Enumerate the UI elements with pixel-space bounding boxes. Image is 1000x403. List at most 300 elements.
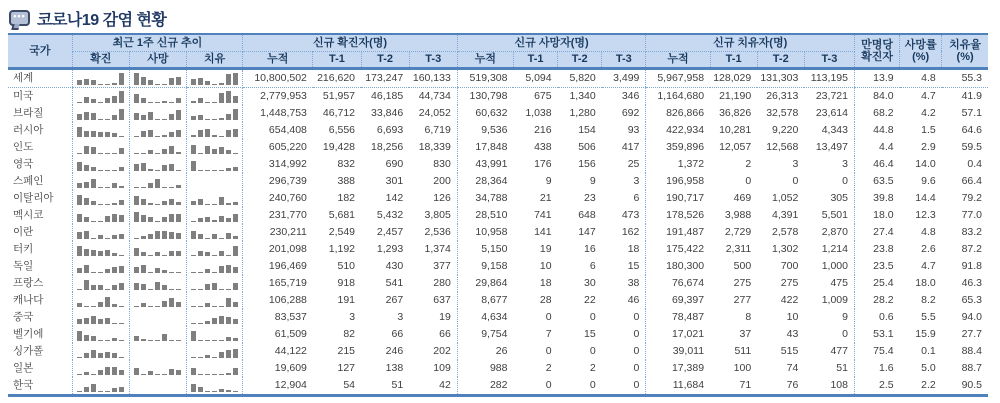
cured-t1: 500 xyxy=(733,259,752,272)
sparkline-bars xyxy=(133,175,183,188)
confirmed-cumulative: 44,122 xyxy=(243,343,313,360)
country-name: 영국 xyxy=(13,157,34,170)
table-row xyxy=(8,309,988,326)
cured-t3: 3 xyxy=(842,157,848,170)
table-row xyxy=(8,139,988,156)
death-cumulative: 9,158 xyxy=(457,258,513,275)
confirmed-cumulative: 83,537 xyxy=(243,309,313,326)
table-row xyxy=(8,207,988,224)
sparkline-bars xyxy=(133,72,183,85)
death-t3: 0 xyxy=(633,344,640,357)
cured-cumulative: 191,487 xyxy=(646,224,710,241)
country-name: 이란 xyxy=(13,225,34,238)
sparkline-death xyxy=(129,156,186,173)
confirmed-t2: 301 xyxy=(385,174,404,187)
country-name: 중국 xyxy=(13,310,34,323)
sparkline-bars xyxy=(76,362,126,375)
confirmed-per-10k: 63.5 xyxy=(854,173,899,190)
cured-t2: 422 xyxy=(780,293,799,306)
sparkline-bars xyxy=(76,209,126,222)
sparkline-cured xyxy=(187,156,243,173)
sparkline-confirmed xyxy=(72,87,129,105)
country-name: 브라질 xyxy=(13,106,44,119)
table-row xyxy=(8,224,988,241)
country-name: 독일 xyxy=(13,259,34,272)
sparkline-bars xyxy=(190,243,239,256)
death-rate-pct: 4.7 xyxy=(921,89,936,102)
death-t1: 28 xyxy=(539,293,552,306)
death-t3: 15 xyxy=(627,259,640,272)
confirmed-cumulative: 165,719 xyxy=(243,275,313,292)
sparkline-confirmed xyxy=(72,258,129,275)
sparkline-death xyxy=(129,292,186,309)
sparkline-bars xyxy=(133,362,183,375)
sparkline-bars xyxy=(133,124,183,137)
cure-rate-pct: 94.0 xyxy=(961,310,982,323)
cured-t1: 2,311 xyxy=(725,242,752,255)
sparkline-bars xyxy=(133,209,183,222)
cured-t1: 275 xyxy=(733,276,752,289)
country-name: 터키 xyxy=(13,242,34,255)
sparkline-confirmed xyxy=(72,224,129,241)
death-cumulative: 282 xyxy=(457,377,513,396)
country-name: 세계 xyxy=(8,68,72,87)
country-name: 싱가폴 xyxy=(13,344,44,357)
sparkline-bars xyxy=(133,141,183,154)
table-row xyxy=(8,360,988,377)
confirmed-t2: 138 xyxy=(385,361,404,374)
table-row xyxy=(8,190,988,207)
confirmed-t3: 109 xyxy=(433,361,451,374)
cured-t3: 23,614 xyxy=(815,106,848,119)
table-row xyxy=(8,292,988,309)
confirmed-cumulative: 2,779,953 xyxy=(243,87,313,105)
cured-cumulative: 11,684 xyxy=(646,377,710,396)
cured-t2: 515 xyxy=(780,344,799,357)
header-trend-confirmed: 확진 xyxy=(72,51,129,68)
cured-t2: 1,302 xyxy=(772,242,799,255)
confirmed-t3: 24,052 xyxy=(418,106,451,119)
cured-t2: 74 xyxy=(786,361,799,374)
sparkline-bars xyxy=(76,243,126,256)
sparkline-bars xyxy=(190,328,239,341)
death-t3: 3,499 xyxy=(602,68,646,87)
confirmed-t3: 6,719 xyxy=(424,123,451,136)
death-cumulative: 28,364 xyxy=(457,173,513,190)
country-name: 일본 xyxy=(13,361,34,374)
cured-t1: 12,057 xyxy=(719,140,752,153)
sparkline-bars xyxy=(133,243,183,256)
header-per10k-line1: 만명당 xyxy=(861,38,893,51)
header-trend-group: 최근 1주 신규 추이 xyxy=(72,34,243,51)
confirmed-t3: 830 xyxy=(433,157,451,170)
confirmed-t1: 918 xyxy=(337,276,356,289)
sparkline-confirmed xyxy=(72,292,129,309)
confirmed-cumulative: 296,739 xyxy=(243,173,313,190)
cured-t1: 128,029 xyxy=(710,68,757,87)
confirmed-cumulative: 240,760 xyxy=(243,190,313,207)
death-t2: 9 xyxy=(589,174,596,187)
header-death-rate-line2: (%) xyxy=(912,50,930,63)
sparkline-confirmed xyxy=(72,68,129,87)
death-rate-pct: 0.1 xyxy=(921,344,936,357)
death-t3: 162 xyxy=(621,225,640,238)
confirmed-t2: 1,293 xyxy=(376,242,404,255)
header-cured-t1: T-1 xyxy=(710,51,757,68)
cure-rate-pct: 59.5 xyxy=(961,140,982,153)
death-rate-pct: 14.0 xyxy=(915,157,936,170)
cured-cumulative: 826,866 xyxy=(646,105,710,122)
confirmed-t1: 832 xyxy=(337,157,356,170)
confirmed-t3: 2,536 xyxy=(424,225,451,238)
confirmed-t3: 160,133 xyxy=(409,68,457,87)
death-cumulative: 28,510 xyxy=(457,207,513,224)
confirmed-cumulative: 106,288 xyxy=(243,292,313,309)
sparkline-bars xyxy=(76,311,126,324)
cured-t1: 277 xyxy=(733,293,752,306)
confirmed-t2: 173,247 xyxy=(361,68,409,87)
confirmed-t3: 42 xyxy=(439,378,451,391)
country-name: 프랑스 xyxy=(13,276,44,289)
sparkline-bars xyxy=(190,192,239,205)
sparkline-cured xyxy=(187,87,243,105)
confirmed-cumulative: 230,211 xyxy=(243,224,313,241)
cured-t1: 71 xyxy=(739,378,752,391)
cured-t2: 12,568 xyxy=(766,140,799,153)
confirmed-t3: 18,339 xyxy=(418,140,451,153)
confirmed-t3: 202 xyxy=(433,344,451,357)
sparkline-bars xyxy=(133,107,183,120)
confirmed-per-10k: 68.2 xyxy=(854,105,899,122)
cured-cumulative: 1,164,680 xyxy=(646,87,710,105)
sparkline-confirmed xyxy=(72,173,129,190)
death-t2: 156 xyxy=(578,157,596,170)
sparkline-confirmed xyxy=(72,275,129,292)
country-name: 벨기에 xyxy=(13,327,44,340)
cured-t3: 23,721 xyxy=(815,89,848,102)
confirmed-t1: 510 xyxy=(337,259,356,272)
death-t1: 9 xyxy=(545,174,552,187)
cure-rate-pct: 88.4 xyxy=(961,344,982,357)
death-cumulative: 17,848 xyxy=(457,139,513,156)
sparkline-cured xyxy=(187,241,243,258)
header-confirmed-t1: T-1 xyxy=(313,51,361,68)
sparkline-cured xyxy=(187,309,243,326)
sparkline-bars xyxy=(190,107,239,120)
header-cured-group: 신규 치유자(명) xyxy=(646,34,855,51)
sparkline-bars xyxy=(133,260,183,273)
death-t3: 692 xyxy=(621,106,640,119)
death-t1: 2 xyxy=(545,361,552,374)
sparkline-cured xyxy=(187,190,243,207)
cure-rate-pct: 79.2 xyxy=(961,191,982,204)
cured-cumulative: 17,021 xyxy=(646,326,710,343)
cured-t2: 1,052 xyxy=(772,191,799,204)
cured-t1: 511 xyxy=(734,344,752,357)
sparkline-confirmed xyxy=(72,241,129,258)
cured-t3: 0 xyxy=(842,174,848,187)
sparkline-cured xyxy=(187,224,243,241)
confirmed-t1: 46,712 xyxy=(322,106,356,119)
cured-t2: 700 xyxy=(780,259,799,272)
cured-t3: 1,214 xyxy=(821,242,848,255)
confirmed-t3: 19 xyxy=(439,310,451,323)
sparkline-bars xyxy=(76,294,126,307)
death-cumulative: 10,958 xyxy=(457,224,513,241)
confirmed-t3: 66 xyxy=(439,327,451,340)
confirmed-t2: 541 xyxy=(385,276,404,289)
cured-cumulative: 39,011 xyxy=(646,343,710,360)
confirmed-per-10k: 27.4 xyxy=(854,224,899,241)
confirmed-per-10k: 75.4 xyxy=(854,343,899,360)
confirmed-t2: 2,457 xyxy=(376,225,404,238)
cured-t1: 10,281 xyxy=(719,123,752,136)
confirmed-t3: 280 xyxy=(433,276,451,289)
sparkline-bars xyxy=(190,141,239,154)
cured-cumulative: 1,372 xyxy=(646,156,710,173)
confirmed-per-10k: 1.6 xyxy=(854,360,899,377)
header-death-rate xyxy=(900,34,942,68)
header-death-t2: T-2 xyxy=(558,51,602,68)
confirmed-cumulative: 314,992 xyxy=(243,156,313,173)
sparkline-bars xyxy=(76,158,126,171)
sparkline-cured xyxy=(187,105,243,122)
confirmed-t2: 246 xyxy=(385,344,404,357)
death-t2: 0 xyxy=(589,378,596,391)
cured-t1: 21,190 xyxy=(719,89,752,102)
sparkline-bars xyxy=(133,311,183,324)
death-t3: 93 xyxy=(627,123,640,136)
table-header xyxy=(8,34,988,68)
confirmed-cumulative: 201,098 xyxy=(243,241,313,258)
confirmed-t2: 3 xyxy=(397,310,404,323)
confirmed-per-10k: 84.0 xyxy=(854,87,899,105)
cured-t2: 43 xyxy=(786,327,799,340)
country-name: 한국 xyxy=(13,378,34,391)
table-row xyxy=(8,173,988,190)
death-cumulative: 4,634 xyxy=(457,309,513,326)
confirmed-per-10k: 25.4 xyxy=(854,275,899,292)
confirmed-t1: 5,681 xyxy=(328,208,356,221)
sparkline-death xyxy=(129,190,186,207)
death-rate-pct: 9.6 xyxy=(921,174,936,187)
header-per10k xyxy=(854,34,899,68)
cured-t2: 9,220 xyxy=(772,123,799,136)
sparkline-cured xyxy=(187,326,243,343)
header-confirmed-group: 신규 확진자(명) xyxy=(243,34,458,51)
confirmed-t1: 191 xyxy=(337,293,356,306)
sparkline-cured xyxy=(187,68,243,87)
death-t2: 23 xyxy=(584,191,596,204)
confirmed-cumulative: 1,448,753 xyxy=(243,105,313,122)
cured-cumulative: 190,717 xyxy=(646,190,710,207)
death-rate-pct: 2.9 xyxy=(921,140,936,153)
sparkline-confirmed xyxy=(72,122,129,139)
cured-t3: 108 xyxy=(830,378,848,391)
cure-rate-pct: 66.4 xyxy=(961,174,982,187)
death-t3: 3 xyxy=(633,174,640,187)
confirmed-cumulative: 19,609 xyxy=(243,360,313,377)
death-rate-pct: 2.6 xyxy=(921,242,936,255)
confirmed-per-10k: 4.4 xyxy=(854,139,899,156)
death-cumulative: 9,536 xyxy=(457,122,513,139)
cured-t3: 13,497 xyxy=(815,140,848,153)
cured-t1: 100 xyxy=(733,361,752,374)
sparkline-cured xyxy=(187,173,243,190)
death-t1: 18 xyxy=(539,276,552,289)
sparkline-bars xyxy=(133,192,183,205)
confirmed-t2: 142 xyxy=(385,191,404,204)
sparkline-bars xyxy=(76,328,126,341)
sparkline-cured xyxy=(187,275,243,292)
header-death-group: 신규 사망자(명) xyxy=(457,34,646,51)
sparkline-bars xyxy=(133,294,183,307)
sparkline-death xyxy=(129,241,186,258)
death-t2: 6 xyxy=(589,259,596,272)
death-t2: 2 xyxy=(589,361,596,374)
confirmed-per-10k: 13.9 xyxy=(854,68,899,87)
confirmed-cumulative: 605,220 xyxy=(243,139,313,156)
sparkline-confirmed xyxy=(72,207,129,224)
table-row xyxy=(8,377,988,396)
death-cumulative: 988 xyxy=(457,360,513,377)
sparkline-bars xyxy=(133,158,183,171)
header-cure-rate xyxy=(942,34,988,68)
death-t2: 147 xyxy=(578,225,596,238)
confirmed-per-10k: 23.8 xyxy=(854,241,899,258)
sparkline-confirmed xyxy=(72,139,129,156)
sparkline-death xyxy=(129,309,186,326)
cured-t2: 26,313 xyxy=(766,89,799,102)
cured-t2: 3 xyxy=(792,157,799,170)
sparkline-bars xyxy=(190,175,239,188)
cured-cumulative: 5,967,958 xyxy=(646,68,710,87)
confirmed-cumulative: 10,800,502 xyxy=(243,68,313,87)
table-row xyxy=(8,241,988,258)
header-per10k-line2: 확진자 xyxy=(861,50,893,63)
death-t2: 0 xyxy=(589,344,596,357)
sparkline-confirmed xyxy=(72,360,129,377)
sparkline-bars xyxy=(190,362,239,375)
table-row xyxy=(8,156,988,173)
death-rate-pct: 2.2 xyxy=(921,378,936,391)
death-t3: 0 xyxy=(633,310,640,323)
cured-t1: 36,826 xyxy=(719,106,752,119)
confirmed-per-10k: 28.2 xyxy=(854,292,899,309)
cured-t2: 76 xyxy=(786,378,799,391)
speech-bubble-tail xyxy=(11,24,19,30)
cure-rate-pct: 83.2 xyxy=(961,225,982,238)
confirmed-t2: 18,256 xyxy=(371,140,404,153)
death-t1: 741 xyxy=(534,208,552,221)
sparkline-confirmed xyxy=(72,105,129,122)
death-rate-pct: 14.4 xyxy=(915,191,936,204)
cure-rate-pct: 41.9 xyxy=(961,89,982,102)
sparkline-death xyxy=(129,275,186,292)
confirmed-t2: 51 xyxy=(391,378,404,391)
confirmed-t3: 44,734 xyxy=(418,89,451,102)
death-t1: 0 xyxy=(545,344,552,357)
header-death-rate-line1: 사망률 xyxy=(904,38,937,51)
death-t3: 0 xyxy=(633,327,640,340)
death-cumulative: 60,632 xyxy=(457,105,513,122)
sparkline-bars xyxy=(190,90,239,103)
death-t1: 438 xyxy=(534,140,552,153)
death-t1: 176 xyxy=(534,157,552,170)
death-t3: 346 xyxy=(621,89,640,102)
cure-rate-pct: 55.3 xyxy=(942,68,988,87)
sparkline-death xyxy=(129,139,186,156)
death-cumulative: 43,991 xyxy=(457,156,513,173)
header-cure-rate-line2: (%) xyxy=(956,50,974,63)
death-rate-pct: 15.9 xyxy=(915,327,936,340)
sparkline-bars xyxy=(190,260,239,273)
death-t2: 16 xyxy=(584,242,596,255)
table-row xyxy=(8,275,988,292)
cured-t1: 2,729 xyxy=(724,225,752,238)
death-t1: 5,094 xyxy=(513,68,557,87)
confirmed-t3: 200 xyxy=(433,174,451,187)
confirmed-t1: 388 xyxy=(337,174,356,187)
cure-rate-pct: 0.4 xyxy=(967,157,982,170)
cured-t2: 275 xyxy=(780,276,799,289)
sparkline-cured xyxy=(187,122,243,139)
sparkline-bars xyxy=(76,141,126,154)
country-name: 인도 xyxy=(13,140,34,153)
death-cumulative: 26 xyxy=(457,343,513,360)
death-t2: 0 xyxy=(589,310,596,323)
confirmed-t3: 1,374 xyxy=(424,242,451,255)
cured-t3: 0 xyxy=(842,327,848,340)
death-t3: 25 xyxy=(627,157,640,170)
death-rate-pct: 5.0 xyxy=(921,361,936,374)
sparkline-confirmed xyxy=(72,190,129,207)
death-cumulative: 34,788 xyxy=(457,190,513,207)
confirmed-per-10k: 44.8 xyxy=(854,122,899,139)
confirmed-t2: 5,432 xyxy=(376,208,404,221)
cured-t2: 0 xyxy=(792,174,799,187)
header-country: 국가 xyxy=(8,34,72,68)
cured-cumulative: 69,397 xyxy=(646,292,710,309)
table-row xyxy=(8,87,988,105)
header-cure-rate-line1: 치유율 xyxy=(949,38,982,51)
cured-t3: 9 xyxy=(842,310,848,323)
death-t2: 22 xyxy=(584,293,596,306)
confirmed-t1: 3 xyxy=(349,310,356,323)
cured-t3: 477 xyxy=(830,344,848,357)
confirmed-t1: 6,556 xyxy=(328,123,356,136)
confirmed-per-10k: 53.1 xyxy=(854,326,899,343)
confirmed-per-10k: 2.5 xyxy=(854,377,899,396)
confirmed-per-10k: 0.6 xyxy=(854,309,899,326)
death-t1: 141 xyxy=(534,225,552,238)
sparkline-bars xyxy=(76,345,126,358)
death-t2: 154 xyxy=(578,123,596,136)
sparkline-cured xyxy=(187,258,243,275)
sparkline-cured xyxy=(187,292,243,309)
death-t1: 1,038 xyxy=(525,106,552,119)
sparkline-death xyxy=(129,87,186,105)
cured-t2: 4,391 xyxy=(772,208,799,221)
sparkline-bars xyxy=(190,379,239,392)
sparkline-death xyxy=(129,68,186,87)
confirmed-t3: 637 xyxy=(433,293,451,306)
confirmed-per-10k: 39.8 xyxy=(854,190,899,207)
sparkline-bars xyxy=(190,158,239,171)
confirmed-t3: 377 xyxy=(433,259,451,272)
cured-t3: 2,870 xyxy=(821,225,848,238)
death-t3: 6 xyxy=(633,191,640,204)
